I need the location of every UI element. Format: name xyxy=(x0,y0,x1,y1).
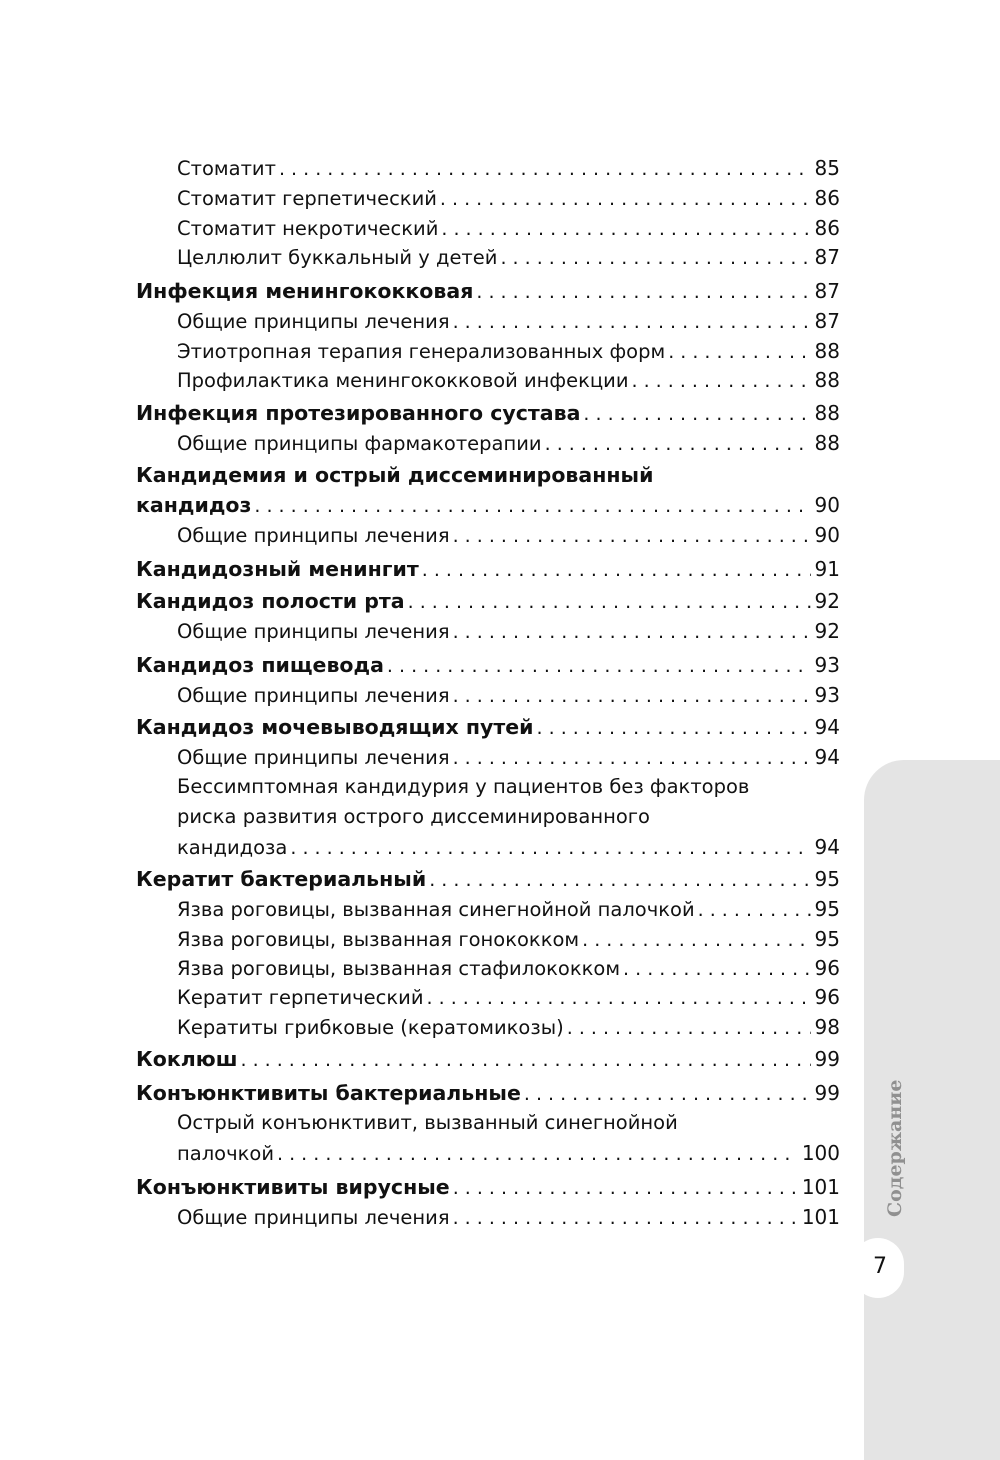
toc-entry-title: Инфекция протезированного сустава xyxy=(136,401,581,425)
dot-leader xyxy=(583,399,810,429)
toc-page-number: 95 xyxy=(814,897,840,921)
toc-entry-title: Конъюнктивиты бактериальные xyxy=(136,1081,521,1105)
toc-entry-title: Общие принципы лечения xyxy=(177,1206,450,1229)
toc-entry-title: Кандидоз пищевода xyxy=(136,653,384,677)
toc-page-number: 100 xyxy=(801,1141,840,1165)
dot-leader xyxy=(453,1173,798,1203)
toc-page-number: 88 xyxy=(814,368,840,392)
toc-entry-title: палочкой xyxy=(177,1142,274,1165)
toc-entry-title: Профилактика менингококковой инфекции xyxy=(177,369,629,392)
toc-page-number: 94 xyxy=(814,835,840,859)
toc-page-number: 88 xyxy=(814,401,840,425)
toc-page-number: 93 xyxy=(814,683,840,707)
toc-page-number: 87 xyxy=(814,245,840,269)
toc-page-number: 101 xyxy=(801,1175,840,1199)
dot-leader xyxy=(537,713,811,743)
toc-page-number: 90 xyxy=(814,523,840,547)
toc-entry-title: Кандидоз мочевыводящих путей xyxy=(136,715,534,739)
toc-page-number: 95 xyxy=(814,927,840,951)
toc-page-number: 92 xyxy=(814,619,840,643)
toc-entry-title: Кератиты грибковые (кератомикозы) xyxy=(177,1016,564,1039)
toc-entry-title: Общие принципы лечения xyxy=(177,620,450,643)
toc-entry-title: Целлюлит буккальный у детей xyxy=(177,246,498,269)
toc-entry-title: Общие принципы лечения xyxy=(177,310,450,333)
toc-page-number: 87 xyxy=(814,309,840,333)
dot-leader xyxy=(668,337,810,367)
toc-entry-title: Коклюш xyxy=(136,1047,238,1071)
dot-leader xyxy=(453,521,811,551)
toc-entry-title: Стоматит герпетический xyxy=(177,187,437,210)
toc-page-number: 85 xyxy=(814,156,840,180)
toc-page-number: 86 xyxy=(814,216,840,240)
toc-entry-title: Этиотропная терапия генерализованных форм xyxy=(177,340,666,363)
toc-entry-title-line: риска развития острого диссеминированного xyxy=(177,805,650,828)
toc-page-number: 98 xyxy=(814,1015,840,1039)
dot-leader xyxy=(632,366,811,396)
toc-page-number: 88 xyxy=(814,339,840,363)
toc-page-number: 87 xyxy=(814,279,840,303)
dot-leader xyxy=(500,243,810,273)
toc-entry-title: Кандидоз полости рта xyxy=(136,589,405,613)
dot-leader xyxy=(279,154,811,184)
toc-entry-title-line: Бессимптомная кандидурия у пациентов без факторов xyxy=(177,775,750,798)
toc-page-number: 99 xyxy=(814,1081,840,1105)
toc-page-number: 88 xyxy=(814,431,840,455)
toc-page-number: 91 xyxy=(814,557,840,581)
section-label: Содержание xyxy=(884,1080,906,1218)
toc-entry-title: Кератит бактериальный xyxy=(136,867,427,891)
dot-leader xyxy=(422,555,811,585)
dot-leader xyxy=(698,895,811,925)
toc-page-number: 99 xyxy=(814,1047,840,1071)
dot-leader xyxy=(240,1045,810,1075)
toc-entry-title: Язва роговицы, вызванная стафилококком xyxy=(177,957,621,980)
toc-entry-title: Конъюнктивиты вирусные xyxy=(136,1175,450,1199)
toc-page-number: 101 xyxy=(801,1205,840,1229)
toc-entry-title: Общие принципы лечения xyxy=(177,524,450,547)
toc-entry-title: кандидоз xyxy=(136,493,252,517)
toc-page-number: 86 xyxy=(814,186,840,210)
toc-page-number: 94 xyxy=(814,745,840,769)
dot-leader xyxy=(441,214,810,244)
dot-leader xyxy=(387,651,811,681)
dot-leader xyxy=(429,865,810,895)
toc-page-number: 96 xyxy=(814,956,840,980)
toc-entry-title: Кератит герпетический xyxy=(177,986,424,1009)
toc-entry-title: Инфекция менингококковая xyxy=(136,279,474,303)
page-number: 7 xyxy=(873,1254,887,1279)
toc-page-number: 94 xyxy=(814,715,840,739)
toc-page-number: 93 xyxy=(814,653,840,677)
dot-leader xyxy=(453,617,811,647)
dot-leader xyxy=(476,277,810,307)
dot-leader xyxy=(453,307,811,337)
dot-leader xyxy=(290,833,810,863)
dot-leader xyxy=(623,954,811,984)
dot-leader xyxy=(582,925,810,955)
toc-page-number: 96 xyxy=(814,985,840,1009)
dot-leader xyxy=(440,184,811,214)
dot-leader xyxy=(427,983,811,1013)
toc-entry-title: Язва роговицы, вызванная синегнойной палочкой xyxy=(177,898,695,921)
toc-entry-title-line: Острый конъюнктивит, вызванный синегнойной xyxy=(177,1111,678,1134)
toc-entry-title: Язва роговицы, вызванная гонококком xyxy=(177,928,580,951)
toc-entry-title-line: Кандидемия и острый диссеминированный xyxy=(136,463,654,487)
dot-leader xyxy=(453,681,811,711)
toc-entry-title: Стоматит xyxy=(177,157,276,180)
toc-page-number: 92 xyxy=(814,589,840,613)
toc-page-number: 95 xyxy=(814,867,840,891)
dot-leader xyxy=(567,1013,811,1043)
toc-entry-title: Общие принципы лечения xyxy=(177,684,450,707)
dot-leader xyxy=(545,429,811,459)
dot-leader xyxy=(277,1139,798,1169)
dot-leader xyxy=(408,587,811,617)
toc-page-number: 90 xyxy=(814,493,840,517)
toc-entry-title: Стоматит некротический xyxy=(177,217,439,240)
dot-leader xyxy=(254,491,810,521)
dot-leader xyxy=(524,1079,811,1109)
toc-entry-title: Кандидозный менингит xyxy=(136,557,419,581)
toc-entry-title: Общие принципы лечения xyxy=(177,746,450,769)
dot-leader xyxy=(453,743,811,773)
toc-entry-title: Общие принципы фармакотерапии xyxy=(177,432,542,455)
dot-leader xyxy=(453,1203,798,1233)
toc-entry-title: кандидоза xyxy=(177,836,288,859)
